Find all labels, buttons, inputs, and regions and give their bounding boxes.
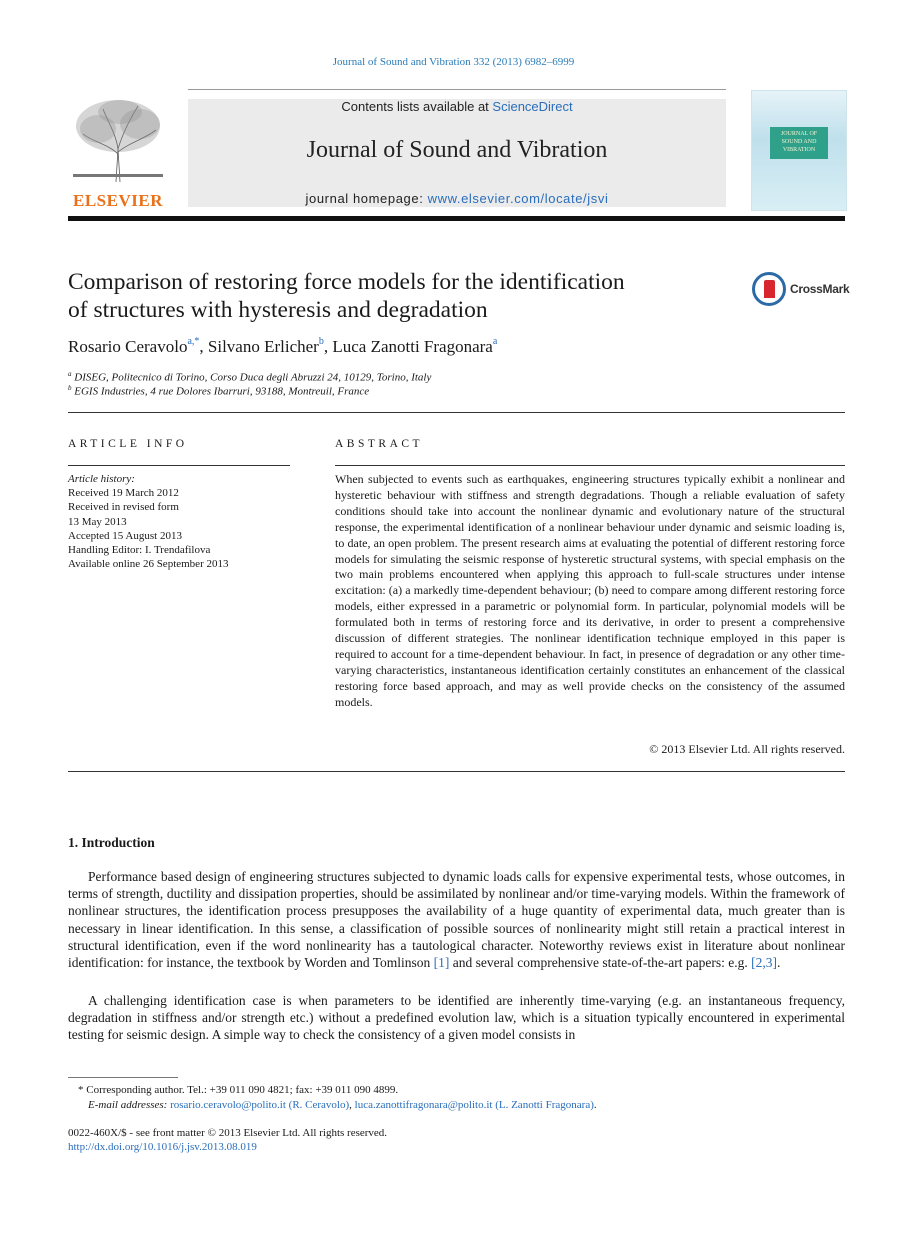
journal-homepage	[188, 191, 726, 206]
email-link[interactable]: luca.zanottifragonara@polito.it (L. Zanotti Fragonara)	[354, 1099, 594, 1111]
history-line: 13 May 2013	[68, 515, 127, 528]
history-line: Available online 26 September 2013	[68, 558, 229, 571]
article-title	[68, 268, 728, 324]
article-title-line-2: of structures with hysteresis and degradation	[68, 297, 488, 323]
citation-link[interactable]: [1]	[433, 955, 450, 971]
divider	[68, 465, 290, 466]
author-affiliation-marker[interactable]: a	[492, 336, 498, 347]
history-label: Article history:	[68, 473, 135, 485]
crossmark-badge[interactable]	[752, 272, 850, 308]
journal-title: Journal of Sound and Vibration	[306, 137, 608, 163]
email-note: E-mail addresses: rosario.ceravolo@polito.it (R. Ceravolo), luca.zanottifragonara@polito.it (L. Zanotti Fragonara).	[88, 1099, 597, 1111]
cover-title: JOURNAL OF SOUND AND VIBRATION	[770, 127, 828, 159]
abstract-heading: ABSTRACT	[335, 438, 424, 450]
article-history	[68, 472, 290, 571]
contents-prefix: Contents lists available at	[341, 99, 493, 114]
author-affiliation-marker[interactable]: a,*	[187, 336, 200, 347]
crossmark-label: CrossMark	[790, 282, 850, 296]
author-affiliation-marker[interactable]: b	[318, 336, 324, 347]
article-title-line-1: Comparison of restoring force models for the identification	[68, 269, 625, 295]
crossmark-icon	[752, 272, 786, 306]
elsevier-logo[interactable]	[68, 94, 168, 210]
affiliation-b: $^b$ EGIS Industries, 4 rue Dolores Ibarruri, 93188, Montreuil, France	[68, 384, 370, 398]
history-line: Received 19 March 2012	[68, 487, 179, 500]
history-line: Accepted 15 August 2013	[68, 529, 182, 542]
elsevier-tree-icon	[68, 94, 168, 184]
intro-paragraph-1: Performance based design of engineering structures subjected to dynamic loads calls for expensive experimental tests, whose outcomes, in terms of strength, ductility and dissipation properties, should be assimilated by nonlinear and/or time-varying models. Within the framework of nonlinear structures, the identification process presupposes the availability of a huge quantity of experimental data, much greater than is necessary in linear identification. In this sense, a classification of possible sources of nonlinearity might still retain a practical interest in structural identification, even if the word nonlinearity has a tautological character. Noteworthy reviews exist in literature about nonlinear identification: for instance, the textbook by Worden and Tomlinson [1] and several comprehensive state-of-the-art papers: e.g. [2,3].	[68, 869, 845, 971]
abstract-copyright: © 2013 Elsevier Ltd. All rights reserved.	[649, 742, 845, 756]
journal-citation[interactable]: Journal of Sound and Vibration 332 (2013) 6982–6999	[332, 56, 575, 68]
history-line: Received in revised form	[68, 501, 179, 514]
issn-line: 0022-460X/$ - see front matter © 2013 Elsevier Ltd. All rights reserved.	[68, 1127, 388, 1139]
divider	[68, 771, 845, 772]
author-name: Luca Zanotti Fragonara	[332, 337, 493, 356]
doi-link[interactable]: http://dx.doi.org/10.1016/j.jsv.2013.08.019	[68, 1141, 257, 1153]
affiliation-a: $^a$ DISEG, Politecnico di Torino, Corso Duca degli Abruzzi 24, 10129, Torino, Italy	[68, 370, 432, 384]
masthead-top-rule	[188, 89, 726, 90]
contents-line	[188, 99, 726, 114]
homepage-link[interactable]: www.elsevier.com/locate/jsvi	[427, 191, 609, 206]
abstract-body: When subjected to events such as earthquakes, engineering structures typically exhibit a nonlinear and hysteretic behaviour with stiffness and strength degradations. Though a reliable evaluation of safety conditions should take into account the nonlinear dynamic and evolutionary nature of the structural response, the experimental identification of a nonlinear behaviour under dynamic and seismic loading is, to date, an open problem. The present research aims at evaluating the potential of different restoring force models for simulating the seismic response of hysteretic structural systems, with special emphasis on the two main problems encountered when applying this approach to full-scale structures under intense excitation: (a) a markedly time-dependent behaviour; (b) need to compare among different restoring force models, either expressed in a parametric or polynomial form. In particular, polynomial models will be formulated both in terms of restoring force and its derivative, in order to present a comprehensive discussion of different strategies. The nonlinear identification technique employed in this paper is required to account for a time-dependent behaviour. In fact, in presence of degradation or any other time-varying characteristics, instantaneous identification certainly constitutes an enhancement of the classical restoring force based approach, and may as well provide checks on the consistency of the assumed models.	[335, 472, 845, 709]
author-name: Silvano Erlicher	[207, 337, 319, 356]
section-heading-introduction: 1. Introduction	[68, 835, 155, 850]
journal-masthead	[188, 99, 726, 207]
corresponding-author-note: * Corresponding author. Tel.: +39 011 090 4821; fax: +39 011 090 4899.	[78, 1084, 399, 1096]
homepage-prefix: journal homepage:	[305, 191, 428, 206]
author-name: Rosario Ceravolo	[68, 337, 188, 356]
masthead-bottom-rule	[68, 216, 845, 221]
divider	[335, 465, 845, 466]
author-list: Rosario Ceravolo$^{a,*}$, Silvano Erlicher$^b$, Luca Zanotti Fragonara$^a$	[68, 336, 498, 356]
sciencedirect-link[interactable]: ScienceDirect	[492, 99, 573, 114]
elsevier-wordmark: ELSEVIER	[73, 191, 163, 210]
citation-link[interactable]: [2,3]	[751, 955, 778, 971]
divider	[68, 412, 845, 413]
email-link[interactable]: rosario.ceravolo@polito.it (R. Ceravolo)	[170, 1099, 350, 1111]
journal-cover-thumbnail[interactable]	[751, 90, 847, 211]
article-info-heading: ARTICLE INFO	[68, 438, 188, 450]
footnote-divider	[68, 1077, 178, 1078]
history-line: Handling Editor: I. Trendafilova	[68, 544, 211, 557]
email-label: E-mail addresses:	[88, 1099, 171, 1111]
intro-paragraph-2: A challenging identification case is when parameters to be identified are inherently time-varying (e.g. an instantaneous frequency, degradation in stiffness and/or strength etc.) without a predefined evolution law, which is a situation typically encountered in experimental testing for seismic design. A simple way to check the consistency of a given model consists in	[68, 993, 845, 1043]
